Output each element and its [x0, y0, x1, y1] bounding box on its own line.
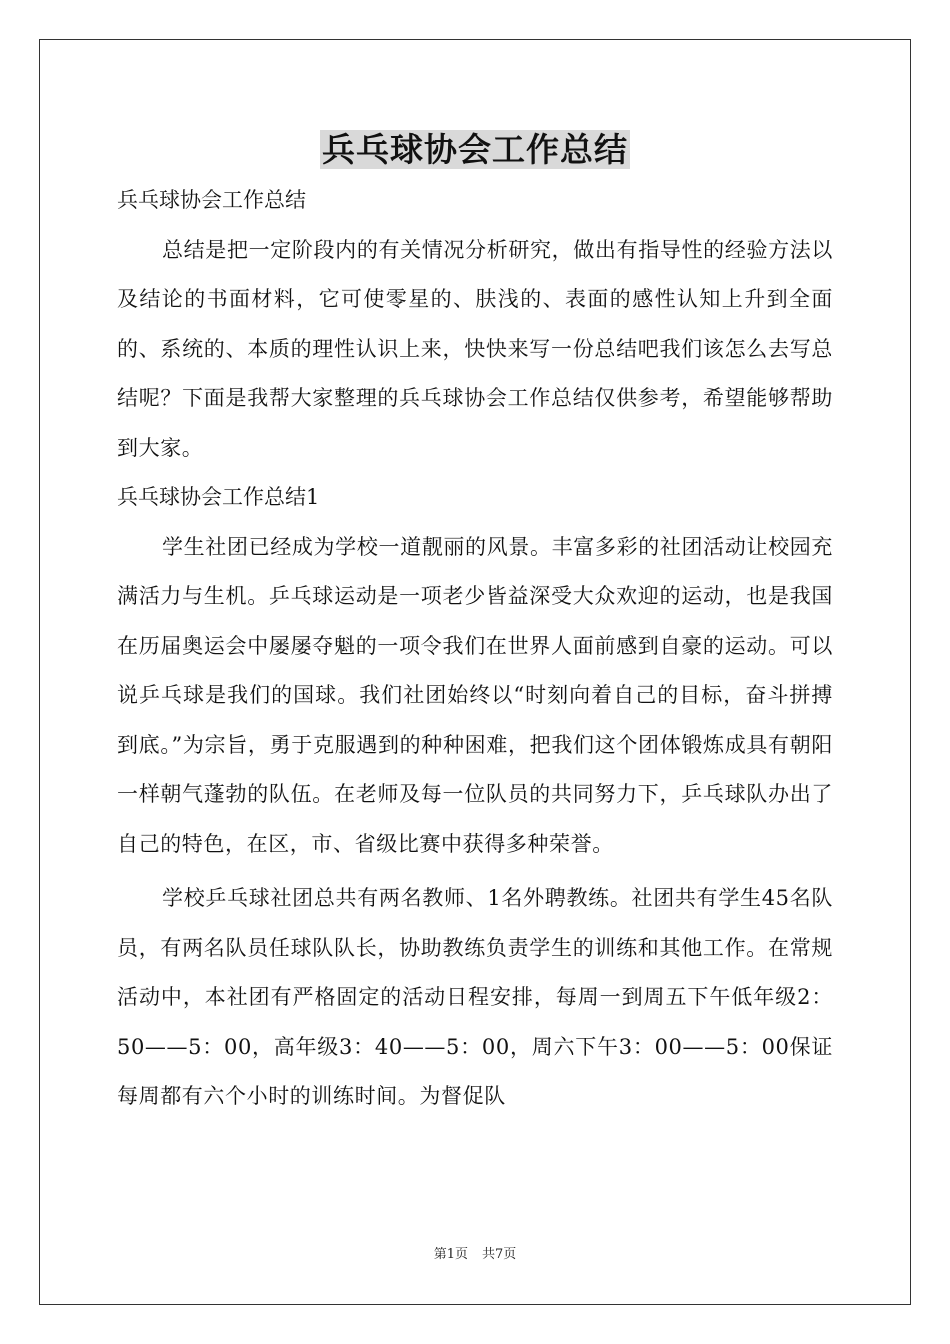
paragraph-club-schedule: 学校乒乓球社团总共有两名教师、1名外聘教练。社团共有学生45名队员，有两名队员任球队队长，协助教练负责学生的训练和其他工作。在常规活动中，本社团有严格固定的活动日程安排，每周一到周五下午低年级2：50——5：00，高年级3：40——5：00，周六下午3：00——5：00保证每周都有六个小时的训练时间。为督促队 — [117, 886, 833, 1108]
page-footer — [0, 1246, 950, 1264]
section-heading-1: 兵乓球协会工作总结1 — [117, 485, 320, 509]
document-title — [0, 128, 950, 172]
paragraph-club-overview: 学生社团已经成为学校一道靓丽的风景。丰富多彩的社团活动让校园充满活力与生机。乒乓球运动是一项老少皆益深受大众欢迎的运动，也是我国在历届奥运会中屡屡夺魁的一项令我们在世界人面前感到自豪的运动。可以说乒乓球是我们的国球。我们社团始终以“时刻向着自己的目标，奋斗拼搏到底。”为宗旨，勇于克服遇到的种种困难，把我们这个团体锻炼成具有朝阳一样朝气蓬勃的队伍。在老师及每一位队员的共同努力下，乒乓球队办出了自己的特色，在区，市、省级比赛中获得多种荣誉。 — [117, 534, 833, 856]
page-number: 第1页 — [433, 1247, 468, 1262]
paragraph-intro: 总结是把一定阶段内的有关情况分析研究，做出有指导性的经验方法以及结论的书面材料，它可使零星的、肤浅的、表面的感性认知上升到全面的、系统的、本质的理性认识上来，快快来写一份总结吧我们该怎么去写总结呢？下面是我帮大家整理的兵乓球协会工作总结仅供参考，希望能够帮助到大家。 — [117, 237, 833, 460]
document-title-text: 兵乓球协会工作总结 — [322, 130, 628, 169]
document-body — [117, 176, 833, 1122]
section-heading-intro: 兵乓球协会工作总结 — [117, 188, 306, 212]
page-total: 共7页 — [482, 1247, 517, 1262]
